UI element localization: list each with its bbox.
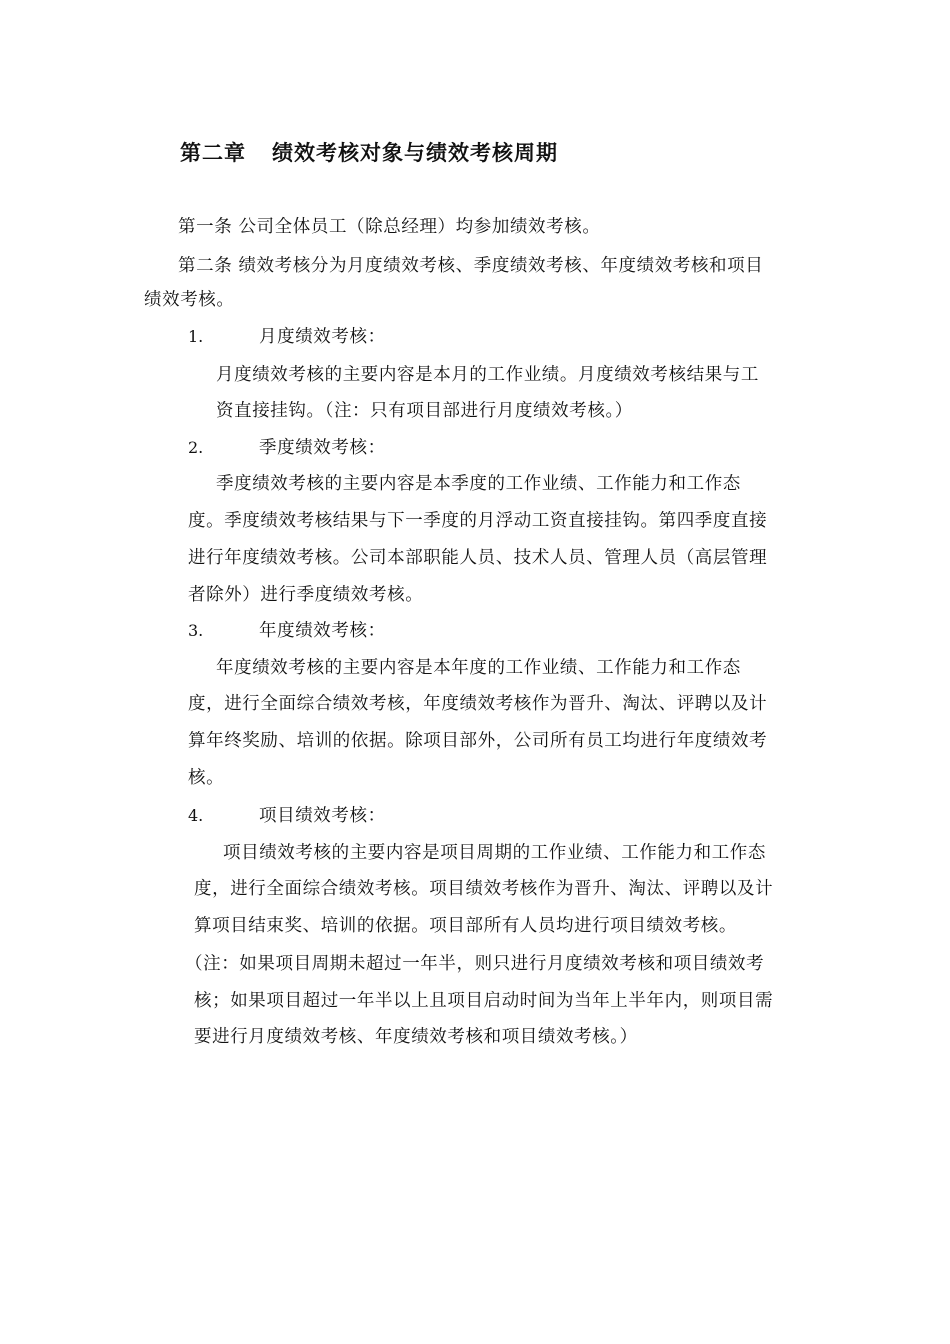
chapter-heading <box>180 138 558 168</box>
item-2-number: 2. <box>188 438 204 457</box>
item-3-line-4: 核。 <box>188 768 225 788</box>
item-4-heading: 项目绩效考核： <box>259 806 386 826</box>
item-4-line-1: 项目绩效考核的主要内容是项目周期的工作业绩、工作能力和工作态 <box>223 843 766 863</box>
chapter-title: 绩效考核对象与绩效考核周期 <box>272 141 558 165</box>
note-line-1: （注：如果项目周期未超过一年半，则只进行月度绩效考核和项目绩效考 <box>185 954 765 974</box>
item-2-line-1: 季度绩效考核的主要内容是本季度的工作业绩、工作能力和工作态 <box>216 474 741 494</box>
item-3-line-1: 年度绩效考核的主要内容是本年度的工作业绩、工作能力和工作态 <box>216 658 741 678</box>
item-2-heading: 季度绩效考核： <box>259 438 386 458</box>
item-3-heading: 年度绩效考核： <box>259 621 386 641</box>
note-line-3: 要进行月度绩效考核、年度绩效考核和项目绩效考核。） <box>194 1027 638 1047</box>
article-2-line-1: 第二条 绩效考核分为月度绩效考核、季度绩效考核、年度绩效考核和项目 <box>178 256 764 276</box>
chapter-number: 第二章 <box>180 141 246 165</box>
item-1-heading: 月度绩效考核： <box>259 327 386 347</box>
item-4-line-3: 算项目结束奖、培训的依据。项目部所有人员均进行项目绩效考核。 <box>194 916 737 936</box>
item-1-number: 1. <box>188 327 204 346</box>
item-3-number: 3. <box>188 621 204 640</box>
item-4-line-2: 度，进行全面综合绩效考核。项目绩效考核作为晋升、淘汰、评聘以及计 <box>194 879 774 899</box>
article-1-line-1: 第一条 公司全体员工（除总经理）均参加绩效考核。 <box>178 217 601 237</box>
item-1-line-1: 月度绩效考核的主要内容是本月的工作业绩。月度绩效考核结果与工 <box>216 365 759 385</box>
item-1-line-2: 资直接挂钩。（注：只有项目部进行月度绩效考核。） <box>216 401 633 421</box>
note-line-2: 核；如果项目超过一年半以上且项目启动时间为当年上半年内，则项目需 <box>194 991 774 1011</box>
item-2-line-3: 进行年度绩效考核。公司本部职能人员、技术人员、管理人员（高层管理 <box>188 548 768 568</box>
item-3-line-3: 算年终奖励、培训的依据。除项目部外，公司所有员工均进行年度绩效考 <box>188 731 768 751</box>
item-3-line-2: 度，进行全面综合绩效考核，年度绩效考核作为晋升、淘汰、评聘以及计 <box>188 694 768 714</box>
article-2-line-2: 绩效考核。 <box>144 290 235 310</box>
item-2-line-4: 者除外）进行季度绩效考核。 <box>188 585 424 605</box>
item-4-number: 4. <box>188 806 204 825</box>
item-2-line-2: 度。季度绩效考核结果与下一季度的月浮动工资直接挂钩。第四季度直接 <box>188 511 768 531</box>
